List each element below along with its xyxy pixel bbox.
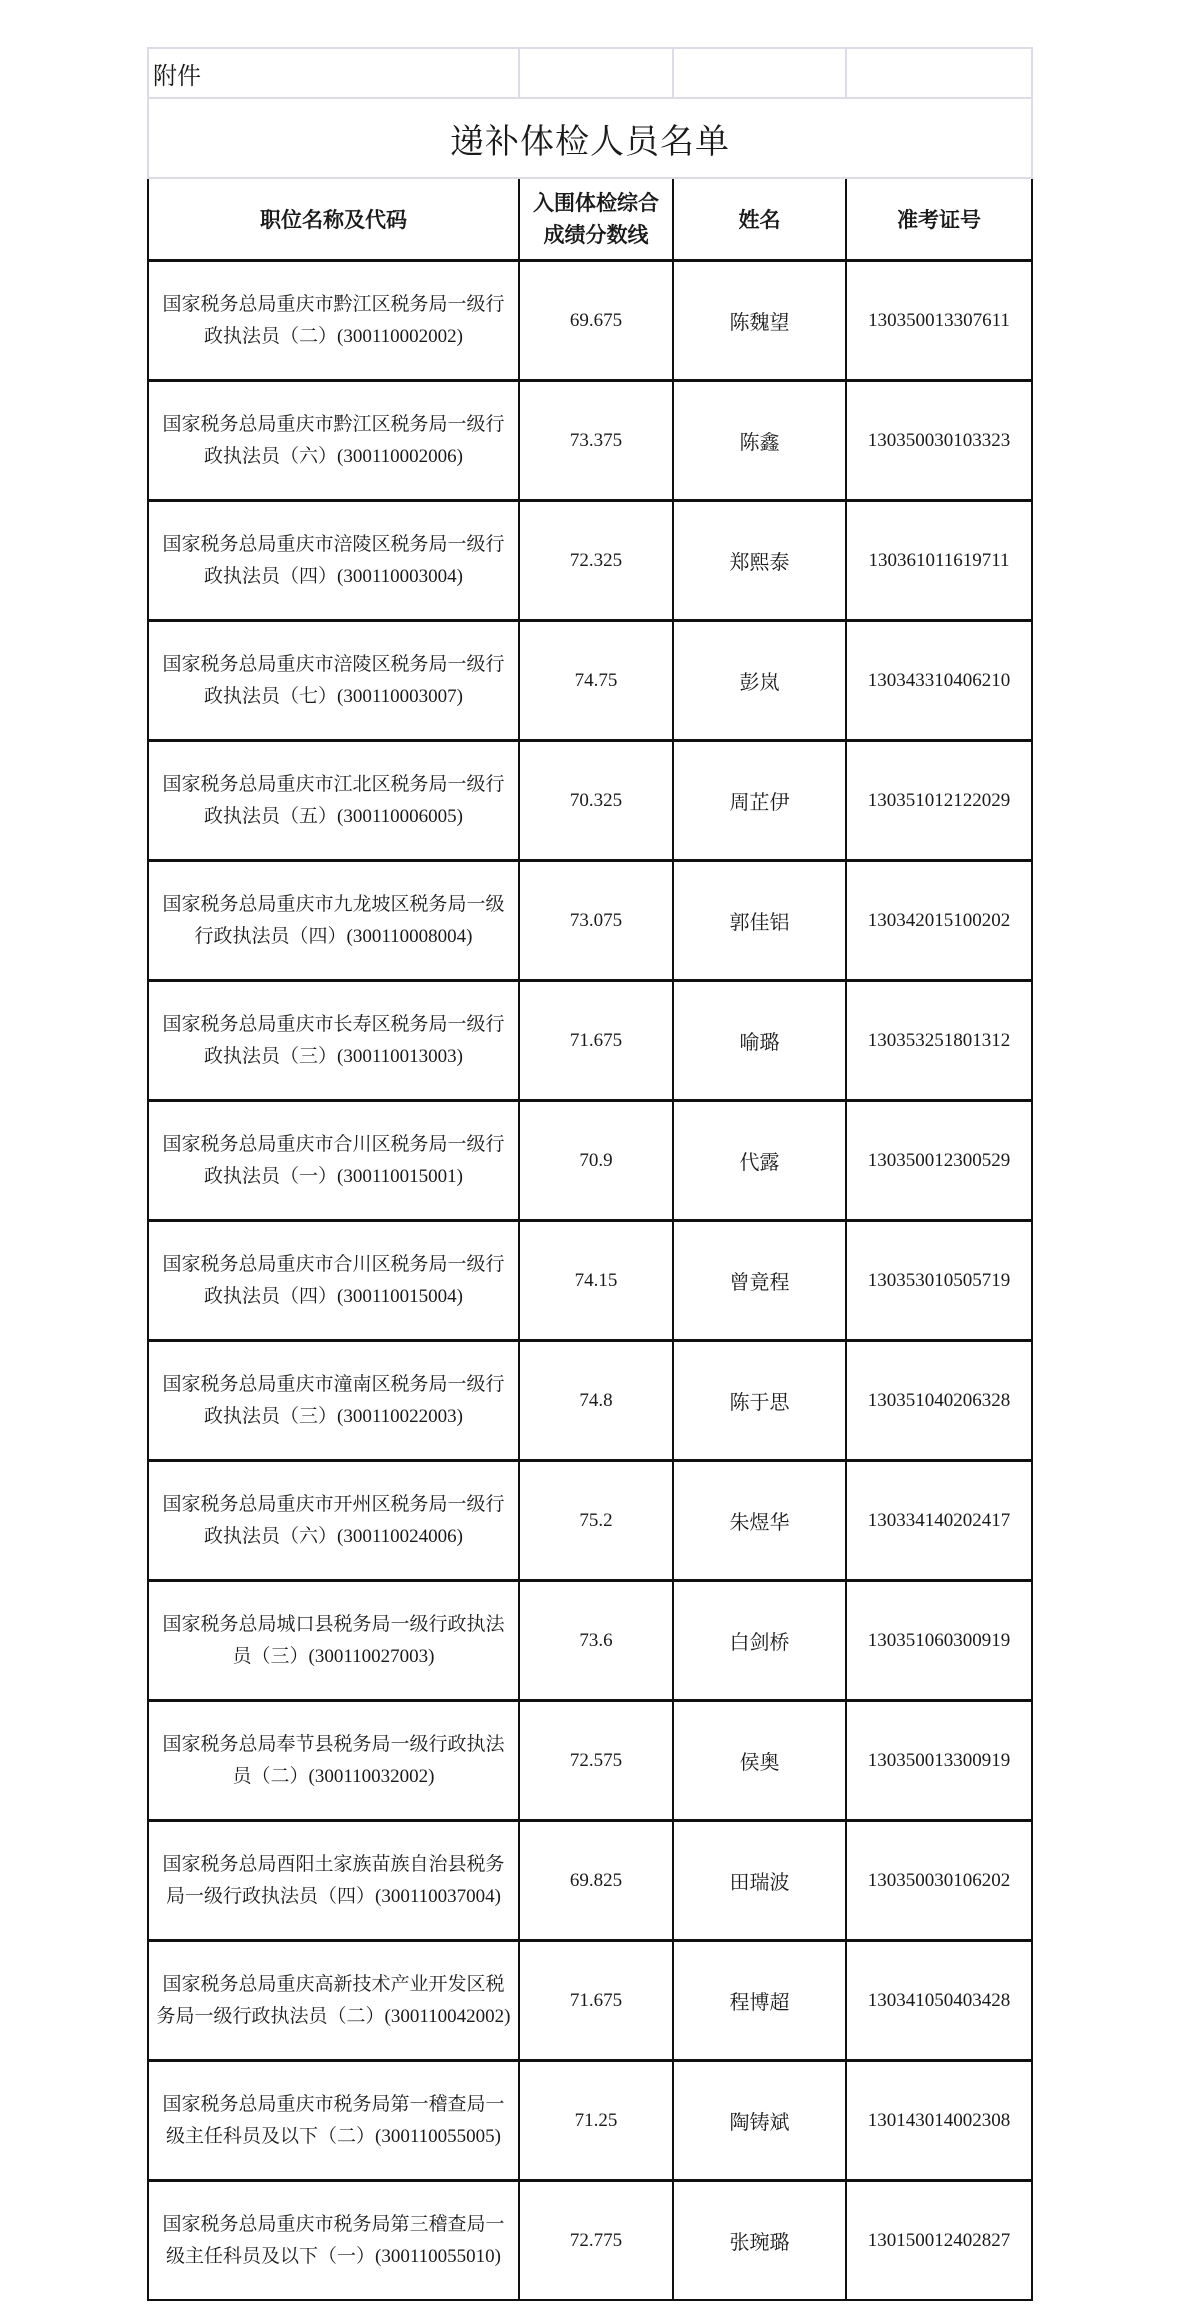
ticket-cell: 130150012402827: [846, 2181, 1032, 2301]
score-cell: 70.325: [519, 741, 673, 861]
position-cell: [148, 621, 519, 741]
candidate-table: [147, 47, 1033, 2301]
ticket-cell: 130351012122029: [846, 741, 1032, 861]
table-row: [148, 861, 1032, 981]
position-title: 国家税务总局重庆市江北区税务局一级行政执法员（五）: [162, 773, 505, 827]
name-cell: 陈魏望: [673, 261, 846, 381]
score-cell: 70.9: [519, 1101, 673, 1221]
page-title: 递补体检人员名单: [148, 98, 1032, 178]
position-code: (300110013003): [337, 1046, 463, 1067]
score-cell: 72.575: [519, 1701, 673, 1821]
score-cell: 75.2: [519, 1461, 673, 1581]
position-title: 国家税务总局重庆市合川区税务局一级行政执法员（四）: [162, 1253, 505, 1307]
score-cell: 72.325: [519, 501, 673, 621]
table-row: [148, 1701, 1032, 1821]
score-cell: 69.675: [519, 261, 673, 381]
position-cell: [148, 501, 519, 621]
position-code: (300110008004): [346, 926, 473, 947]
position-code: (300110003004): [337, 566, 463, 587]
table-row: [148, 2181, 1032, 2301]
name-cell: 郑熙泰: [673, 501, 846, 621]
score-cell: 71.25: [519, 2061, 673, 2181]
position-title: 国家税务总局重庆市税务局第三稽查局一级主任科员及以下（一）: [162, 2213, 505, 2267]
name-cell: 朱煜华: [673, 1461, 846, 1581]
name-cell: 张琬璐: [673, 2181, 846, 2301]
table-row: [148, 1341, 1032, 1461]
ticket-cell: 130350030103323: [846, 381, 1032, 501]
ticket-cell: 130350030106202: [846, 1821, 1032, 1941]
ticket-cell: 130143014002308: [846, 2061, 1032, 2181]
position-code: (300110037004): [375, 1886, 501, 1907]
table-row: [148, 501, 1032, 621]
position-code: (300110022003): [337, 1406, 463, 1427]
position-title: 国家税务总局重庆高新技术产业开发区税务局一级行政执法员（二）: [156, 1973, 505, 2027]
score-cell: 71.675: [519, 981, 673, 1101]
position-cell: [148, 1461, 519, 1581]
header-position: 职位名称及代码: [148, 178, 519, 261]
position-code: (300110006005): [337, 806, 463, 827]
table-row: [148, 261, 1032, 381]
empty-cell: [519, 48, 673, 98]
table-row: [148, 1221, 1032, 1341]
score-cell: 74.75: [519, 621, 673, 741]
position-cell: [148, 2061, 519, 2181]
position-title: 国家税务总局重庆市税务局第一稽查局一级主任科员及以下（二）: [162, 2093, 505, 2147]
position-cell: [148, 261, 519, 381]
name-cell: 周芷伊: [673, 741, 846, 861]
empty-cell: [673, 48, 846, 98]
name-cell: 白剑桥: [673, 1581, 846, 1701]
header-score-line2: 成绩分数线: [543, 223, 649, 247]
position-title: 国家税务总局城口县税务局一级行政执法员（三）: [162, 1613, 505, 1667]
position-cell: [148, 1341, 519, 1461]
position-code: (300110055010): [375, 2246, 501, 2267]
name-cell: 曾竟程: [673, 1221, 846, 1341]
score-cell: 73.375: [519, 381, 673, 501]
position-title: 国家税务总局重庆市黔江区税务局一级行政执法员（二）: [162, 293, 505, 347]
table-row: [148, 1821, 1032, 1941]
table-row: [148, 1581, 1032, 1701]
position-title: 国家税务总局重庆市九龙坡区税务局一级行政执法员（四）: [162, 893, 505, 947]
score-cell: 73.6: [519, 1581, 673, 1701]
name-cell: 侯奥: [673, 1701, 846, 1821]
position-code: (300110042002): [384, 2006, 511, 2027]
ticket-cell: 130353010505719: [846, 1221, 1032, 1341]
header-name: 姓名: [673, 178, 846, 261]
position-cell: [148, 1821, 519, 1941]
name-cell: 陶铸斌: [673, 2061, 846, 2181]
attachment-label: 附件: [148, 48, 519, 98]
title-row: [148, 98, 1032, 178]
table-row: [148, 1941, 1032, 2061]
position-title: 国家税务总局重庆市涪陵区税务局一级行政执法员（四）: [162, 533, 505, 587]
name-cell: 代露: [673, 1101, 846, 1221]
ticket-cell: 130343310406210: [846, 621, 1032, 741]
position-title: 国家税务总局酉阳土家族苗族自治县税务局一级行政执法员（四）: [162, 1853, 505, 1907]
score-cell: 74.15: [519, 1221, 673, 1341]
name-cell: 陈鑫: [673, 381, 846, 501]
position-code: (300110015004): [337, 1286, 463, 1307]
attachment-row: [148, 48, 1032, 98]
table-row: [148, 2061, 1032, 2181]
ticket-cell: 130350013300919: [846, 1701, 1032, 1821]
position-code: (300110015001): [337, 1166, 463, 1187]
position-title: 国家税务总局重庆市合川区税务局一级行政执法员（一）: [162, 1133, 505, 1187]
position-cell: [148, 381, 519, 501]
name-cell: 陈于思: [673, 1341, 846, 1461]
ticket-cell: 130350012300529: [846, 1101, 1032, 1221]
position-cell: [148, 861, 519, 981]
document-sheet: [147, 47, 1031, 2301]
table-header-row: [148, 178, 1032, 261]
table-row: [148, 381, 1032, 501]
position-cell: [148, 1221, 519, 1341]
position-code: (300110032002): [308, 1766, 435, 1787]
position-title: 国家税务总局重庆市开州区税务局一级行政执法员（六）: [162, 1493, 505, 1547]
ticket-cell: 130353251801312: [846, 981, 1032, 1101]
header-score-line1: 入围体检综合: [533, 191, 659, 215]
name-cell: 彭岚: [673, 621, 846, 741]
header-ticket: 准考证号: [846, 178, 1032, 261]
table-row: [148, 1101, 1032, 1221]
score-cell: 69.825: [519, 1821, 673, 1941]
score-cell: 74.8: [519, 1341, 673, 1461]
position-cell: [148, 981, 519, 1101]
table-row: [148, 621, 1032, 741]
position-title: 国家税务总局奉节县税务局一级行政执法员（二）: [162, 1733, 505, 1787]
position-cell: [148, 2181, 519, 2301]
ticket-cell: 130350013307611: [846, 261, 1032, 381]
position-code: (300110027003): [308, 1646, 435, 1667]
position-cell: [148, 1581, 519, 1701]
ticket-cell: 130334140202417: [846, 1461, 1032, 1581]
position-cell: [148, 1941, 519, 2061]
name-cell: 喻璐: [673, 981, 846, 1101]
ticket-cell: 130341050403428: [846, 1941, 1032, 2061]
position-code: (300110003007): [337, 686, 463, 707]
name-cell: 郭佳铝: [673, 861, 846, 981]
ticket-cell: 130342015100202: [846, 861, 1032, 981]
empty-cell: [846, 48, 1032, 98]
ticket-cell: 130351040206328: [846, 1341, 1032, 1461]
ticket-cell: 130361011619711: [846, 501, 1032, 621]
header-score: [519, 178, 673, 261]
table-row: [148, 1461, 1032, 1581]
position-code: (300110002006): [337, 446, 463, 467]
ticket-cell: 130351060300919: [846, 1581, 1032, 1701]
position-cell: [148, 741, 519, 861]
name-cell: 田瑞波: [673, 1821, 846, 1941]
position-title: 国家税务总局重庆市涪陵区税务局一级行政执法员（七）: [162, 653, 505, 707]
position-code: (300110055005): [375, 2126, 501, 2147]
position-code: (300110024006): [337, 1526, 463, 1547]
position-title: 国家税务总局重庆市长寿区税务局一级行政执法员（三）: [162, 1013, 505, 1067]
score-cell: 71.675: [519, 1941, 673, 2061]
score-cell: 72.775: [519, 2181, 673, 2301]
position-title: 国家税务总局重庆市黔江区税务局一级行政执法员（六）: [162, 413, 505, 467]
table-row: [148, 741, 1032, 861]
score-cell: 73.075: [519, 861, 673, 981]
name-cell: 程博超: [673, 1941, 846, 2061]
table-row: [148, 981, 1032, 1101]
position-code: (300110002002): [337, 326, 463, 347]
position-cell: [148, 1701, 519, 1821]
position-title: 国家税务总局重庆市潼南区税务局一级行政执法员（三）: [162, 1373, 505, 1427]
position-cell: [148, 1101, 519, 1221]
